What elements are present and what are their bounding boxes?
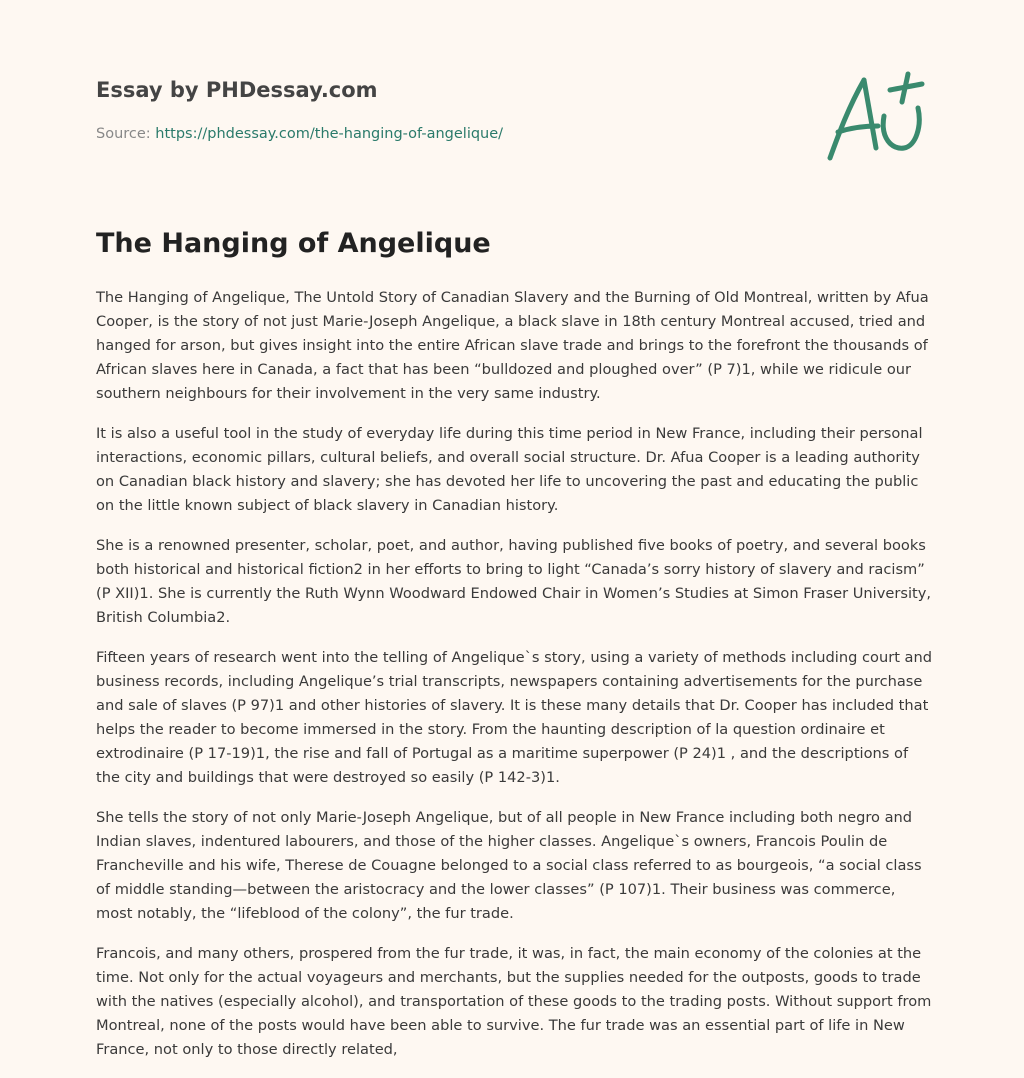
source-label: Source: [96,126,156,142]
essay-paragraph: She is a renowned presenter, scholar, poet, and author, having published five books of poetry, and several books both historical and historical fiction2 in her efforts to bring to light “Canada’s sorry history of slavery and racism” (P XII)1. She is currently the Ruth Wynn Woodward Endowed Chair in Women’s Studies at Simon Fraser University, British Columbia2. [96,537,932,626]
a-plus-logo-svg [820,66,930,166]
page-header [96,72,796,145]
source-line [96,123,796,145]
essay-paragraph: Francois, and many others, prospered from the fur trade, it was, in fact, the main economy of the colonies at the time. Not only for the actual voyageurs and merchants, but the supplies needed for the outposts, goods to trade with the natives (especially alcohol), and transportation of these goods to the trading posts. Without support from Montreal, none of the posts would have been able to survive. The fur trade was an essential part of life in New France, not only to those directly related, [96,945,932,1058]
essay-body [96,286,932,1078]
source-link[interactable]: https://phdessay.com/the-hanging-of-angelique/ [155,126,504,142]
site-title: Essay by PHDessay.com [96,78,378,102]
essay-paragraph: It is also a useful tool in the study of everyday life during this time period in New France, including their personal interactions, economic pillars, cultural beliefs, and overall social structure. Dr. Afua Cooper is a leading authority on Canadian black history and slavery; she has devoted her life to uncovering the past and educating the public on the little known subject of black slavery in Canadian history. [96,425,923,514]
essay-paragraph: She tells the story of not only Marie-Joseph Angelique, but of all people in New France including both negro and Indian slaves, indentured labourers, and those of the higher classes. Angelique`s owners, Francois Poulin de Francheville and his wife, Therese de Couagne belonged to a social class referred to as bourgeois, “a social class of middle standing—between the aristocracy and the lower classes” (P 107)1. Their business was commerce, most notably, the “lifeblood of the colony”, the fur trade. [96,809,922,922]
essay-paragraph: Fifteen years of research went into the telling of Angelique`s story, using a variety of methods including court and business records, including Angelique’s trial transcripts, newspapers containing advertisements for the purchase and sale of slaves (P 97)1 and other histories of slavery. It is these many details that Dr. Cooper has included that helps the reader to become immersed in the story. From the haunting description of la question ordinaire et extrodinaire (P 17-19)1, the rise and fall of Portugal as a maritime superpower (P 24)1 , and the descriptions of the city and buildings that were destroyed so easily (P 142-3)1. [96,649,933,786]
a-plus-logo [820,66,930,166]
essay-paragraph: The Hanging of Angelique, The Untold Story of Canadian Slavery and the Burning of Old Montreal, written by Afua Cooper, is the story of not just Marie-Joseph Angelique, a black slave in 18th century Montreal accused, tried and hanged for arson, but gives insight into the entire African slave trade and brings to the forefront the thousands of African slaves here in Canada, a fact that has been “bulldozed and ploughed over” (P 7)1, while we ridicule our southern neighbours for their involvement in the very same industry. [96,289,929,402]
essay-title: The Hanging of Angelique [96,228,491,259]
